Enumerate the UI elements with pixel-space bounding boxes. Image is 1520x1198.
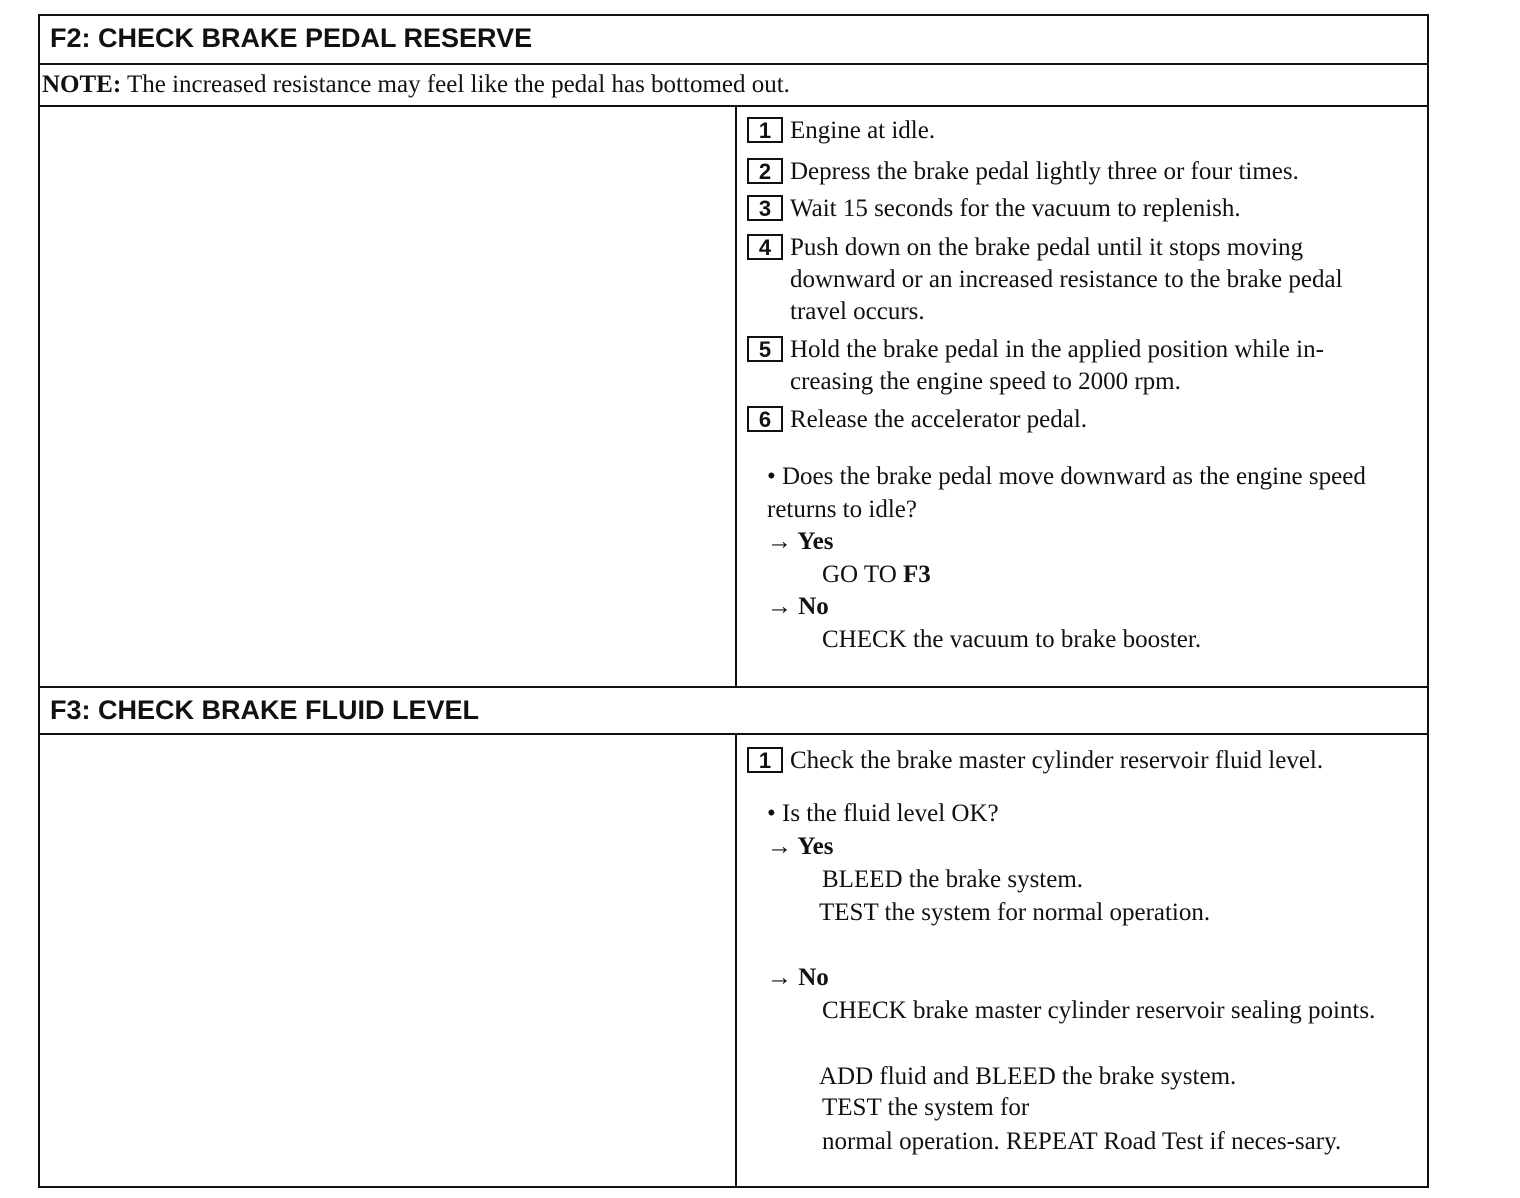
f2-yes-label: → Yes — [767, 528, 834, 555]
f3-no-action-2: ADD fluid and BLEED the brake system. — [819, 1063, 1237, 1090]
f2-no-label: → No — [767, 593, 829, 620]
step-number: 2 — [747, 158, 783, 184]
goto-text: GO TO — [822, 561, 904, 588]
f2-yes-action — [822, 558, 1407, 591]
f2-title: F2: CHECK BRAKE PEDAL RESERVE — [40, 16, 1427, 65]
f2-left-column — [40, 107, 737, 686]
f3-no-action-3: TEST the system for — [822, 1094, 1030, 1121]
f3-title: F3: CHECK BRAKE FLUID LEVEL — [40, 688, 1427, 735]
f2-table — [38, 14, 1429, 688]
f2-right-column — [737, 107, 1427, 686]
goto-target: F3 — [903, 561, 931, 588]
f3-no-action-1: CHECK brake master cylinder reservoir sealing points. — [822, 997, 1376, 1024]
diagnostic-sheet — [38, 14, 1429, 1188]
step-text: Hold the brake pedal in the applied position while in-creasing the engine speed to 2000 rpm. — [790, 336, 1324, 395]
step-1 — [747, 115, 1417, 147]
step-6 — [747, 404, 1417, 436]
f3-no-action-4: normal operation. REPEAT Road Test if neces-sary. — [822, 1128, 1342, 1155]
f3-left-column — [40, 735, 737, 1186]
note-text: The increased resistance may feel like the pedal has bottomed out. — [121, 71, 790, 98]
step-text: Release the accelerator pedal. — [790, 406, 1088, 433]
step-4 — [747, 232, 1417, 328]
f2-no-action: CHECK the vacuum to brake booster. — [822, 626, 1202, 653]
f3-yes-label: → Yes — [767, 833, 834, 860]
step-number: 5 — [747, 336, 783, 362]
step-5 — [747, 334, 1417, 398]
step-number: 3 — [747, 195, 783, 221]
step-text: Push down on the brake pedal until it stops moving downward or an increased resistance to the brake pedal travel occurs. — [790, 234, 1343, 325]
step-number: 4 — [747, 234, 783, 260]
f3-no-label: → No — [767, 964, 829, 991]
f3-yes-action-2: TEST the system for normal operation. — [819, 899, 1211, 926]
step-text: Wait 15 seconds for the vacuum to replenish. — [790, 195, 1241, 222]
step-text: Depress the brake pedal lightly three or four times. — [790, 158, 1299, 185]
step-3 — [747, 193, 1417, 225]
step-1 — [747, 745, 1417, 777]
step-number: 1 — [747, 747, 783, 773]
step-2 — [747, 156, 1417, 188]
f3-question: • Is the fluid level OK? — [767, 800, 999, 827]
f3-table — [38, 686, 1429, 1188]
step-number: 1 — [747, 117, 783, 143]
f2-question: • Does the brake pedal move downward as the engine speed returns to idle? — [767, 463, 1366, 523]
step-number: 6 — [747, 406, 783, 432]
f3-right-column — [737, 735, 1427, 1186]
step-text: Engine at idle. — [790, 117, 936, 144]
note-label: NOTE: — [42, 71, 122, 98]
f2-note — [40, 65, 1427, 107]
step-text: Check the brake master cylinder reservoir fluid level. — [790, 747, 1324, 774]
f3-yes-action-1: BLEED the brake system. — [822, 866, 1084, 893]
